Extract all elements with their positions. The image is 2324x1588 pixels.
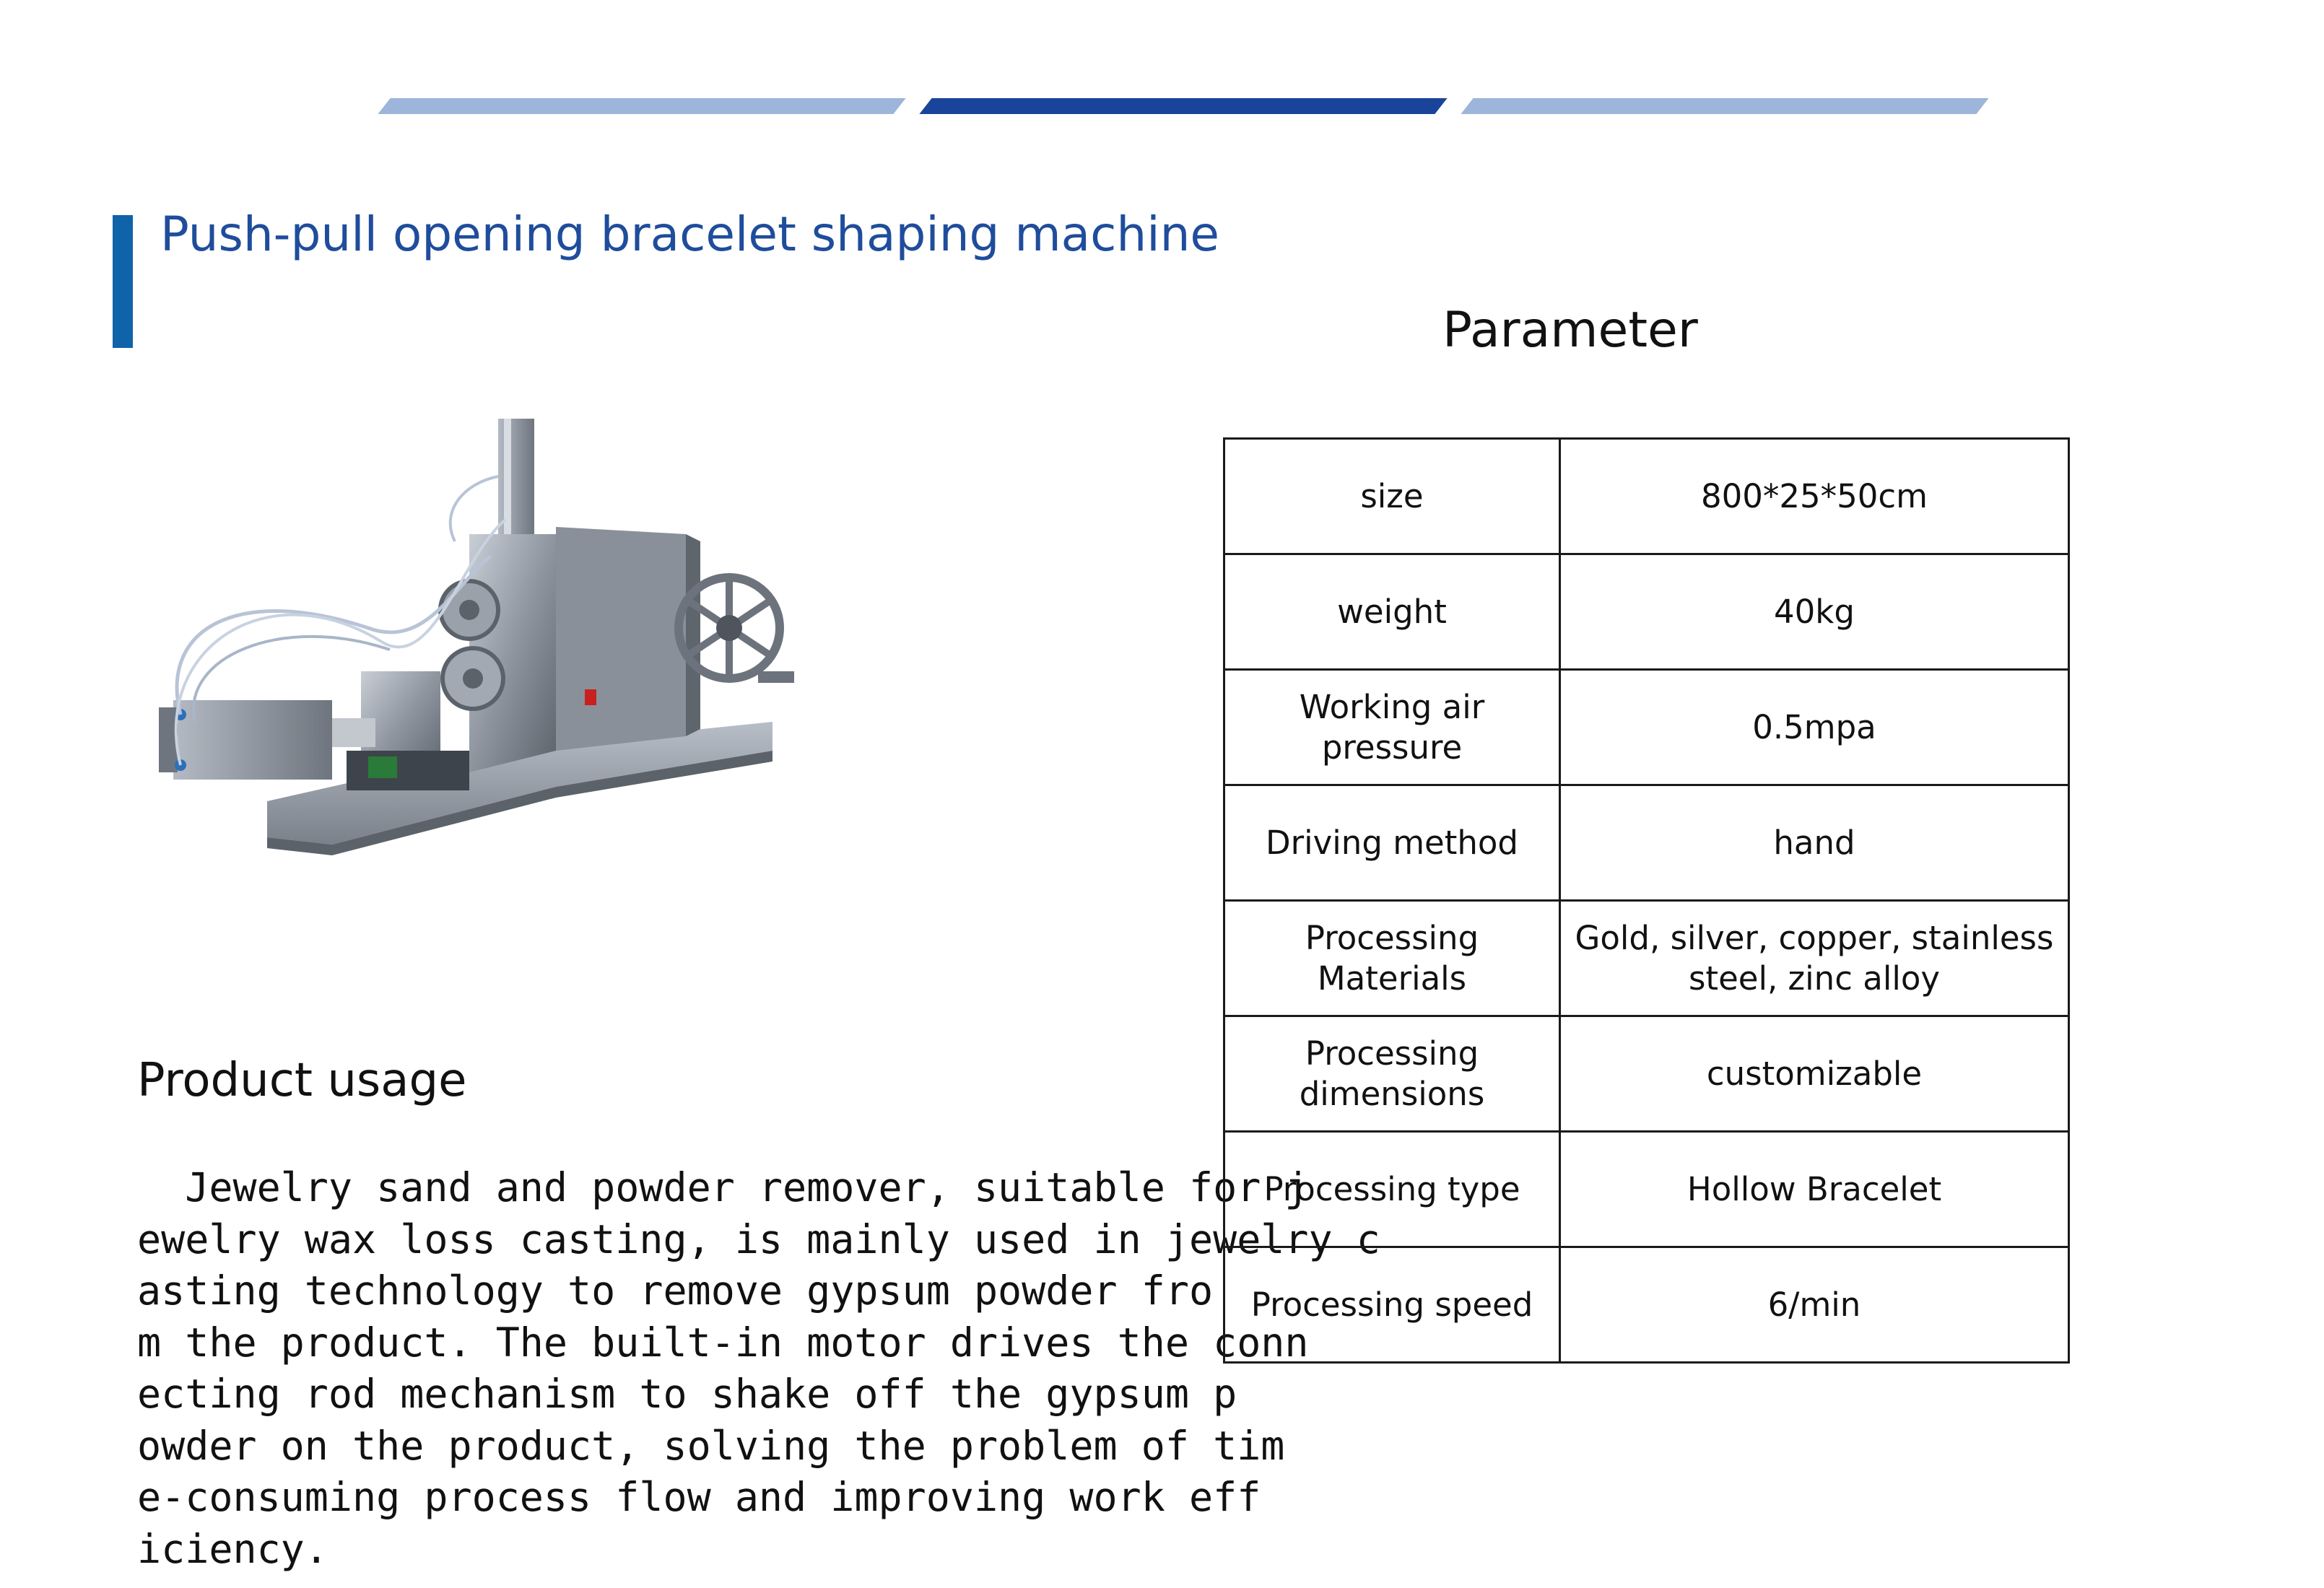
param-label: Processing type — [1224, 1132, 1560, 1247]
param-label: Processing dimensions — [1224, 1016, 1560, 1132]
table-row — [1224, 785, 2069, 901]
progress-segment-1 — [378, 98, 905, 114]
param-value: 40kg — [1560, 554, 2069, 670]
product-usage-heading: Product usage — [137, 1054, 467, 1107]
param-label: Processing speed — [1224, 1247, 1560, 1363]
param-value: 0.5mpa — [1560, 670, 2069, 785]
table-row — [1224, 439, 2069, 554]
param-value: 800*25*50cm — [1560, 439, 2069, 554]
progress-segment-3 — [1461, 98, 1988, 114]
param-label: Driving method — [1224, 785, 1560, 901]
param-label: Processing Materials — [1224, 901, 1560, 1016]
param-value: Hollow Bracelet — [1560, 1132, 2069, 1247]
table-row — [1224, 1016, 2069, 1132]
param-value: hand — [1560, 785, 2069, 901]
table-row — [1224, 1132, 2069, 1247]
table-row — [1224, 901, 2069, 1016]
progress-segment-2-active — [919, 98, 1447, 114]
table-row — [1224, 554, 2069, 670]
param-label: weight — [1224, 554, 1560, 670]
param-label: Working air pressure — [1224, 670, 1560, 785]
page-title: Push-pull opening bracelet shaping machine — [160, 206, 1220, 262]
bracelet-shaping-machine-photo — [152, 411, 801, 895]
table-row — [1224, 1247, 2069, 1363]
param-label: size — [1224, 439, 1560, 554]
parameter-table — [1223, 437, 2070, 1364]
product-usage-text: Jewelry sand and powder remover, suitable for j ewelry wax loss casting, is mainly used in jewelry c asting technology to remove gypsum powder fro m the product. The built-in motor drives the conn ecting rod mechanism to shake off the gypsum p owder on the product, solving the problem of tim e-consuming process flow and improving work eff iciency. — [137, 1164, 1380, 1572]
table-row — [1224, 670, 2069, 785]
title-accent-bar — [113, 215, 133, 348]
parameter-heading: Parameter — [1442, 302, 1698, 359]
param-value: 6/min — [1560, 1247, 2069, 1363]
param-value: Gold, silver, copper, stainless steel, zinc alloy — [1560, 901, 2069, 1016]
param-value: customizable — [1560, 1016, 2069, 1132]
